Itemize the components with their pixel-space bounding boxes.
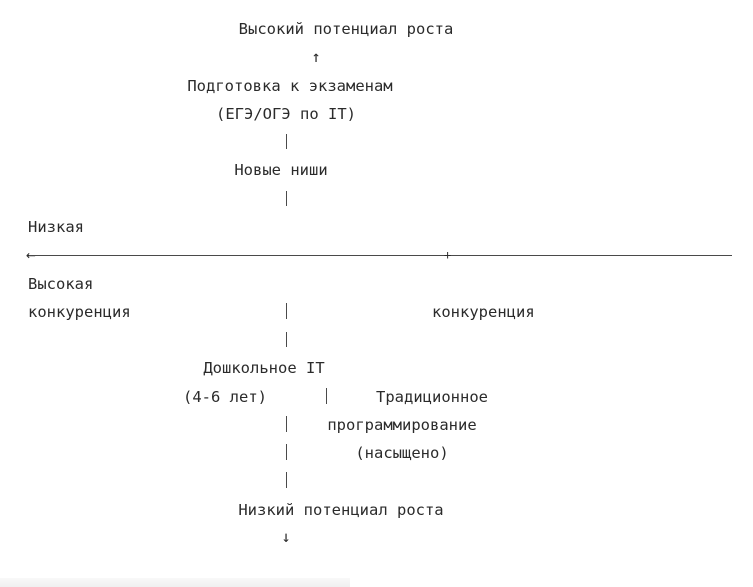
left-axis-label-competition: конкуренция [28, 303, 131, 321]
vertical-axis-segment [286, 303, 287, 319]
vertical-axis-segment [326, 388, 327, 404]
exam-prep-sublabel: (ЕГЭ/ОГЭ по IT) [216, 105, 356, 123]
right-axis-label-competition: конкуренция [432, 303, 535, 321]
preschool-it-age: (4-6 лет) [183, 388, 267, 406]
left-axis-label-low: Низкая [28, 218, 84, 236]
cropped-text-strip [0, 578, 350, 587]
bottom-label: Низкий потенциал роста [238, 501, 444, 519]
left-axis-label-high: Высокая [28, 275, 94, 293]
new-niches-label: Новые ниши [234, 161, 328, 179]
vertical-axis-segment [286, 444, 287, 460]
traditional-label: Традиционное [376, 388, 488, 406]
axis-origin-mark: + [444, 248, 452, 262]
vertical-axis-segment [286, 416, 287, 432]
preschool-it-label: Дошкольное IT [203, 359, 325, 377]
up-arrow-icon: ↑ [311, 48, 321, 66]
vertical-axis-segment [286, 472, 287, 488]
vertical-axis-segment [286, 332, 287, 347]
vertical-axis-segment [286, 134, 287, 149]
horizontal-axis [29, 255, 732, 256]
traditional-sublabel: программирование [327, 416, 477, 434]
down-arrow-icon: ↓ [281, 528, 291, 546]
exam-prep-label: Подготовка к экзаменам [187, 77, 393, 95]
left-arrow-icon: ← [26, 245, 36, 264]
traditional-status: (насыщено) [355, 444, 449, 462]
top-label: Высокий потенциал роста [238, 20, 454, 38]
vertical-axis-segment [286, 191, 287, 206]
